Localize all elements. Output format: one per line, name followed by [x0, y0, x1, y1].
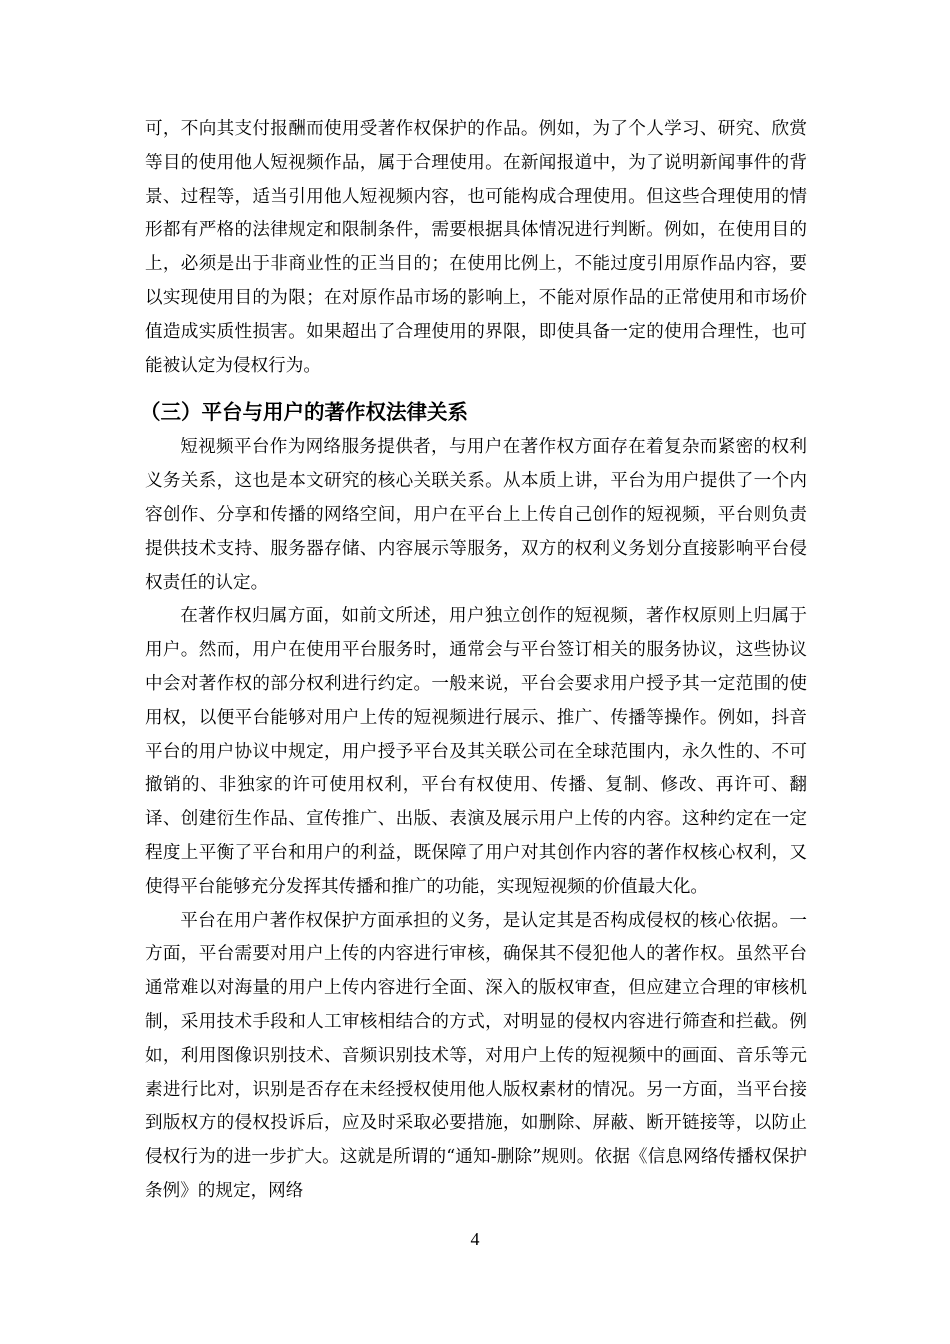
paragraph-platform-obligations: 平台在用户著作权保护方面承担的义务，是认定其是否构成侵权的核心依据。一方面，平台需要对用户上传的内容进行审核，确保其不侵犯他人的著作权。虽然平台通常难以对海量的用户上传内容进行全面、深入的版权审查，但应建立合理的审核机制，采用技术手段和人工审核相结合的方式，对明显的侵权内容进行筛查和拦截。例如，利用图像识别技术、音频识别技术等，对用户上传的短视频中的画面、音乐等元素进行比对，识别是否存在未经授权使用他人版权素材的情况。另一方面，当平台接到版权方的侵权投诉后，应及时采取必要措施，如删除、屏蔽、断开链接等，以防止侵权行为的进一步扩大。这就是所谓的“通知-删除”规则。依据《信息网络传播权保护条例》的规定，网络 [145, 910, 807, 1201]
section-heading: （三）平台与用户的著作权法律关系 [140, 400, 468, 425]
page-body [140, 113, 807, 1209]
page-number: 4 [470, 1229, 480, 1249]
paragraph-copyright-ownership: 在著作权归属方面，如前文所述，用户独立创作的短视频，著作权原则上归属于用户。然而，用户在使用平台服务时，通常会与平台签订相关的服务协议，这些协议中会对著作权的部分权利进行约定。一般来说，平台会要求用户授予其一定范围的使用权，以便平台能够对用户上传的短视频进行展示、推广、传播等操作。例如，抖音平台的用户协议中规定，用户授予平台及其关联公司在全球范围内，永久性的、不可撤销的、非独家的许可使用权利，平台有权使用、传播、复制、修改、再许可、翻译、创建衍生作品、宣传推广、出版、表演及展示用户上传的内容。这种约定在一定程度上平衡了平台和用户的利益，既保障了用户对其创作内容的著作权核心权利，又使得平台能够充分发挥其传播和推广的功能，实现短视频的价值最大化。 [145, 606, 807, 897]
paragraph-platform-user-relation: 短视频平台作为网络服务提供者，与用户在著作权方面存在着复杂而紧密的权利义务关系，这也是本文研究的核心关联关系。从本质上讲，平台为用户提供了一个内容创作、分享和传播的网络空间，用户在平台上上传自己创作的短视频，平台则负责提供技术支持、服务器存储、内容展示等服务，双方的权利义务划分直接影响平台侵权责任的认定。 [145, 437, 807, 593]
paragraph-fair-use-continued: 可，不向其支付报酬而使用受著作权保护的作品。例如，为了个人学习、研究、欣赏等目的使用他人短视频作品，属于合理使用。在新闻报道中，为了说明新闻事件的背景、过程等，适当引用他人短视频内容，也可能构成合理使用。但这些合理使用的情形都有严格的法律规定和限制条件，需要根据具体情况进行判断。例如，在使用目的上，必须是出于非商业性的正当目的；在使用比例上，不能过度引用原作品内容，要以实现使用目的为限；在对原作品市场的影响上，不能对原作品的正常使用和市场价值造成实质性损害。如果超出了合理使用的界限，即使具备一定的使用合理性，也可能被认定为侵权行为。 [145, 119, 807, 376]
